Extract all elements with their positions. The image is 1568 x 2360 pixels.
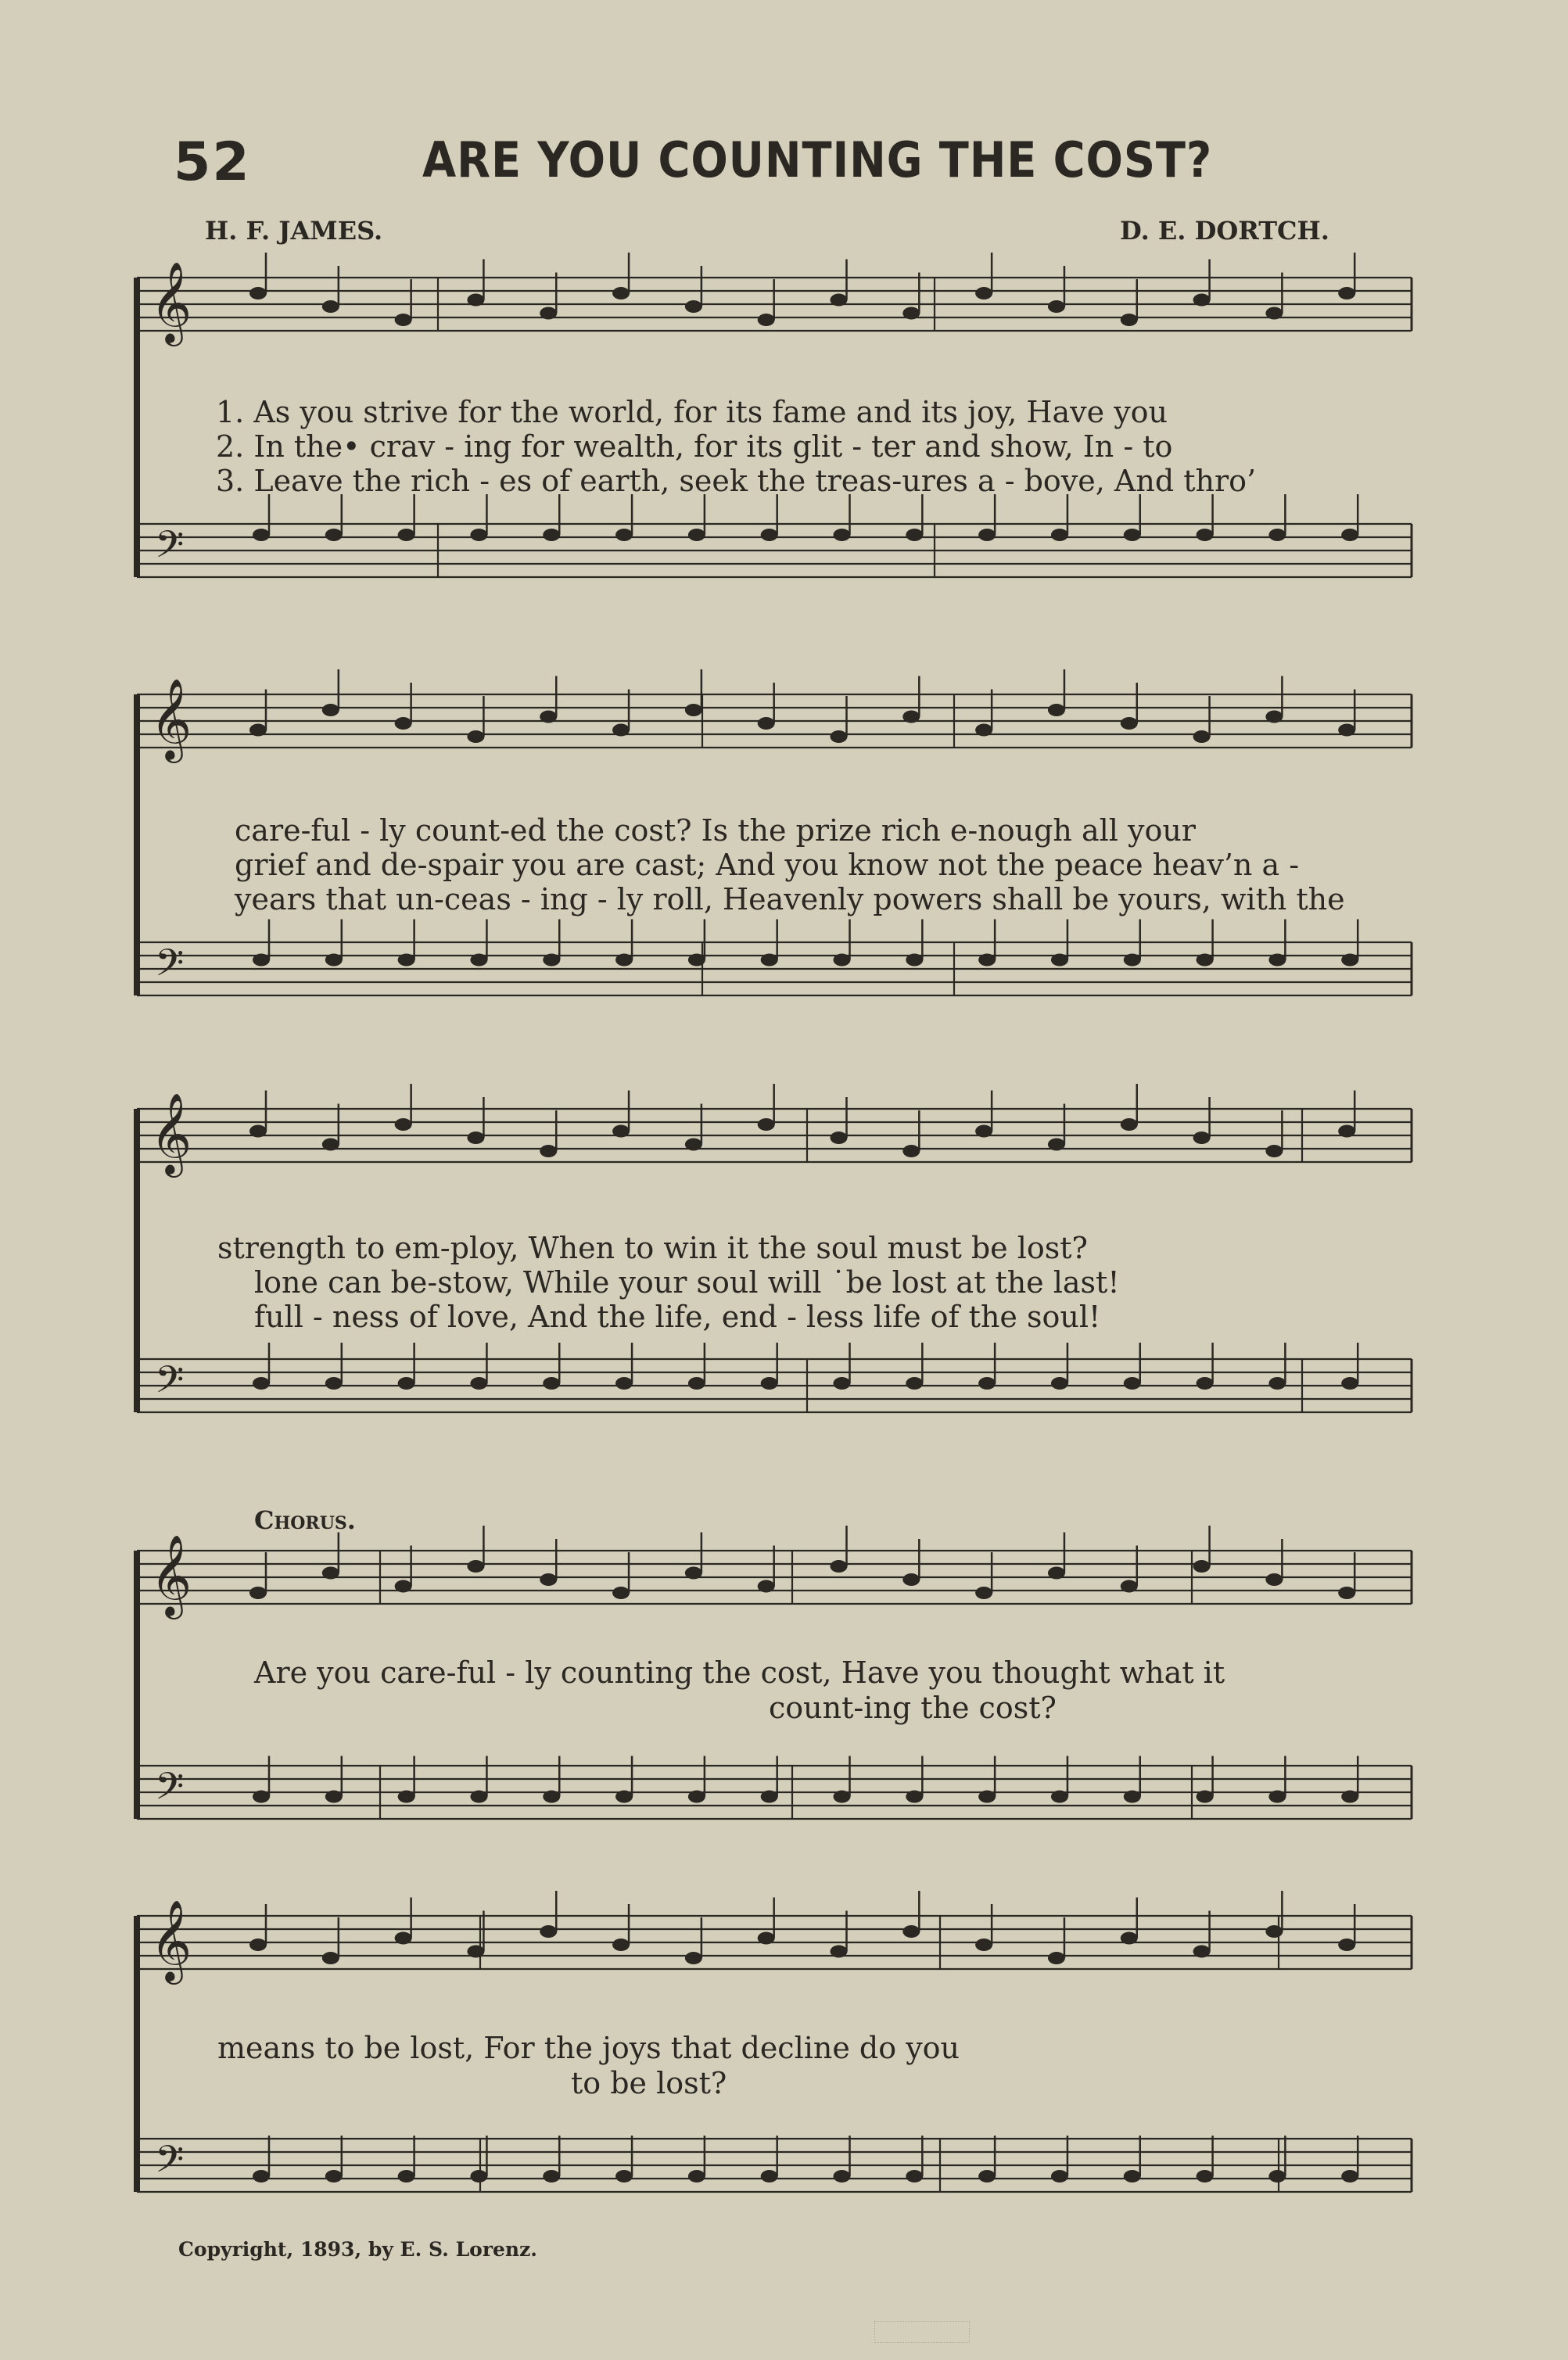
poet-credit: H. F. JAMES. <box>205 216 383 246</box>
clef-symbol: 𝄢 <box>155 941 185 994</box>
note-head <box>540 307 557 320</box>
note-head <box>1265 1145 1283 1157</box>
note-head <box>902 711 920 723</box>
note-head <box>761 529 778 541</box>
note-head <box>1197 1791 1214 1803</box>
note-head <box>615 1791 633 1803</box>
note-head <box>685 1952 702 1964</box>
lyric-line: 3. Leave the rich - es of earth, seek the treas-ures a - bove, And thro’ <box>216 464 1257 498</box>
note-head <box>761 1377 778 1390</box>
note-head <box>978 2170 996 2182</box>
lyric-line: 2. In the• crav - ing for wealth, for its glit - ter and show, In - to <box>216 429 1173 464</box>
note-head <box>543 954 560 967</box>
note-head <box>395 314 412 326</box>
note-head <box>761 2170 778 2182</box>
note-head <box>1338 1587 1355 1599</box>
note-head <box>325 2170 343 2182</box>
note-head <box>1048 1567 1065 1580</box>
clef-symbol: 𝄞 <box>150 1534 192 1616</box>
note-head <box>975 1125 992 1138</box>
note-head <box>906 954 923 967</box>
note-head <box>395 717 412 730</box>
note-head <box>906 529 923 541</box>
note-head <box>1193 730 1211 743</box>
note-head <box>1121 1932 1138 1945</box>
lyric-line: grief and de-spair you are cast; And you know not the peace heav’n a - <box>235 848 1300 882</box>
note-head <box>253 1791 270 1803</box>
lyric-line: lone can be-stow, While your soul will ˙be lost at the last! <box>254 1265 1120 1300</box>
note-head <box>685 300 702 313</box>
note-head <box>834 954 851 967</box>
note-head <box>1193 1946 1211 1958</box>
note-head <box>1341 1791 1358 1803</box>
lyric-line: to be lost? <box>571 2066 727 2100</box>
note-head <box>758 1580 775 1593</box>
lyric-line: years that un-ceas - ing - ly roll, Heavenly powers shall be yours, with the <box>235 882 1345 916</box>
note-head <box>1051 1791 1068 1803</box>
note-head <box>1193 1560 1211 1573</box>
note-head <box>834 2170 851 2182</box>
note-head <box>253 954 270 967</box>
note-head <box>612 724 630 737</box>
note-head <box>612 1939 630 1951</box>
note-head <box>395 1932 412 1945</box>
lyric-line: strength to em-ploy, When to win it the soul must be lost? <box>217 1231 1088 1265</box>
note-head <box>540 1573 557 1586</box>
note-head <box>1265 1573 1283 1586</box>
note-head <box>1197 2170 1214 2182</box>
note-head <box>612 1587 630 1599</box>
chorus-label: Chorus. <box>254 1505 356 1535</box>
clef-symbol: 𝄢 <box>155 1764 185 1817</box>
note-head <box>1051 954 1068 967</box>
note-head <box>322 300 339 313</box>
note-head <box>1121 1118 1138 1131</box>
lyric-line: 1. As you strive for the world, for its fame and its joy, Have you <box>216 395 1168 429</box>
note-head <box>688 529 705 541</box>
note-head <box>470 1377 487 1390</box>
note-head <box>902 307 920 320</box>
copyright-notice: Copyright, 1893, by E. S. Lorenz. <box>178 2238 537 2261</box>
note-head <box>540 1925 557 1938</box>
note-head <box>325 954 343 967</box>
note-head <box>615 954 633 967</box>
note-head <box>1124 2170 1141 2182</box>
note-head <box>1051 1377 1068 1390</box>
note-head <box>325 529 343 541</box>
note-head <box>470 954 487 967</box>
note-head <box>1197 529 1214 541</box>
note-head <box>1048 1952 1065 1964</box>
note-head <box>249 1125 267 1138</box>
note-head <box>615 2170 633 2182</box>
clef-symbol: 𝄞 <box>150 1092 192 1175</box>
note-head <box>1268 954 1286 967</box>
note-head <box>1341 2170 1358 2182</box>
note-head <box>1051 2170 1068 2182</box>
note-head <box>1121 717 1138 730</box>
note-head <box>1124 1377 1141 1390</box>
note-head <box>1051 529 1068 541</box>
note-head <box>1124 954 1141 967</box>
note-head <box>467 294 484 307</box>
note-head <box>761 954 778 967</box>
note-head <box>322 1139 339 1151</box>
note-head <box>467 1560 484 1573</box>
note-head <box>758 717 775 730</box>
clef-symbol: 𝄢 <box>155 522 185 576</box>
clef-symbol: 𝄞 <box>150 1899 192 1982</box>
library-stamp <box>874 2321 970 2343</box>
note-head <box>1193 1132 1211 1144</box>
lyric-line: count-ing the cost? <box>769 1691 1057 1725</box>
note-head <box>831 1560 848 1573</box>
note-head <box>685 704 702 716</box>
note-head <box>249 724 267 737</box>
note-head <box>395 1580 412 1593</box>
note-head <box>322 704 339 716</box>
note-head <box>543 529 560 541</box>
note-head <box>906 1377 923 1390</box>
note-head <box>615 529 633 541</box>
note-head <box>612 287 630 299</box>
note-head <box>1197 954 1214 967</box>
note-head <box>978 529 996 541</box>
lyric-line: full - ness of love, And the life, end - less life of the soul! <box>254 1300 1101 1334</box>
note-head <box>831 1946 848 1958</box>
note-head <box>398 529 415 541</box>
note-head <box>398 1791 415 1803</box>
note-head <box>1341 529 1358 541</box>
note-head <box>975 1939 992 1951</box>
note-head <box>1341 1377 1358 1390</box>
note-head <box>1341 954 1358 967</box>
note-head <box>1338 1125 1355 1138</box>
note-head <box>325 1791 343 1803</box>
lyric-line: care-ful - ly count-ed the cost? Is the prize rich e-nough all your <box>235 813 1196 848</box>
note-head <box>831 294 848 307</box>
note-head <box>831 730 848 743</box>
note-head <box>688 954 705 967</box>
note-head <box>902 1573 920 1586</box>
note-head <box>612 1125 630 1138</box>
note-head <box>1268 2170 1286 2182</box>
note-head <box>1268 1791 1286 1803</box>
note-head <box>688 1377 705 1390</box>
note-head <box>253 1377 270 1390</box>
note-head <box>1124 529 1141 541</box>
note-head <box>1121 314 1138 326</box>
note-head <box>975 1587 992 1599</box>
note-head <box>688 1791 705 1803</box>
note-head <box>467 1132 484 1144</box>
hymn-title: ARE YOU COUNTING THE COST? <box>422 131 1213 188</box>
note-head <box>540 711 557 723</box>
clef-symbol: 𝄢 <box>155 2137 185 2190</box>
note-head <box>253 529 270 541</box>
note-head <box>834 1377 851 1390</box>
note-head <box>325 1377 343 1390</box>
note-head <box>1197 1377 1214 1390</box>
clef-symbol: 𝄞 <box>150 261 192 343</box>
note-head <box>758 1118 775 1131</box>
note-head <box>761 1791 778 1803</box>
note-head <box>1193 294 1211 307</box>
clef-symbol: 𝄞 <box>150 678 192 760</box>
note-head <box>758 1932 775 1945</box>
note-head <box>1338 287 1355 299</box>
note-head <box>1265 711 1283 723</box>
note-head <box>540 1145 557 1157</box>
note-head <box>978 1377 996 1390</box>
note-head <box>467 730 484 743</box>
note-head <box>543 2170 560 2182</box>
note-head <box>249 1587 267 1599</box>
note-head <box>978 1791 996 1803</box>
note-head <box>467 1946 484 1958</box>
note-head <box>398 1377 415 1390</box>
note-head <box>685 1139 702 1151</box>
note-head <box>758 314 775 326</box>
lyric-line: means to be lost, For the joys that decline do you <box>217 2031 960 2065</box>
note-head <box>1265 1925 1283 1938</box>
note-head <box>249 1939 267 1951</box>
note-head <box>322 1567 339 1580</box>
note-head <box>906 2170 923 2182</box>
note-head <box>470 529 487 541</box>
note-head <box>834 1791 851 1803</box>
note-head <box>1048 300 1065 313</box>
note-head <box>902 1925 920 1938</box>
note-head <box>834 529 851 541</box>
note-head <box>1338 1939 1355 1951</box>
note-head <box>1048 1139 1065 1151</box>
clef-symbol: 𝄢 <box>155 1358 185 1411</box>
note-head <box>975 724 992 737</box>
note-head <box>1121 1580 1138 1593</box>
note-head <box>1338 724 1355 737</box>
lyric-line: Are you care-ful - ly counting the cost, Have you thought what it <box>254 1655 1225 1690</box>
note-head <box>688 2170 705 2182</box>
note-head <box>831 1132 848 1144</box>
note-head <box>470 2170 487 2182</box>
note-head <box>1265 307 1283 320</box>
composer-credit: D. E. DORTCH. <box>1120 216 1329 246</box>
note-head <box>253 2170 270 2182</box>
note-head <box>978 954 996 967</box>
note-head <box>975 287 992 299</box>
note-head <box>398 2170 415 2182</box>
note-head <box>906 1791 923 1803</box>
page-number: 52 <box>174 131 251 193</box>
note-head <box>249 287 267 299</box>
note-head <box>685 1567 702 1580</box>
note-head <box>902 1145 920 1157</box>
note-head <box>322 1952 339 1964</box>
note-head <box>615 1377 633 1390</box>
note-head <box>1268 1377 1286 1390</box>
note-head <box>1124 1791 1141 1803</box>
note-head <box>1268 529 1286 541</box>
note-head <box>398 954 415 967</box>
note-head <box>395 1118 412 1131</box>
note-head <box>543 1377 560 1390</box>
note-head <box>470 1791 487 1803</box>
note-head <box>1048 704 1065 716</box>
note-head <box>543 1791 560 1803</box>
